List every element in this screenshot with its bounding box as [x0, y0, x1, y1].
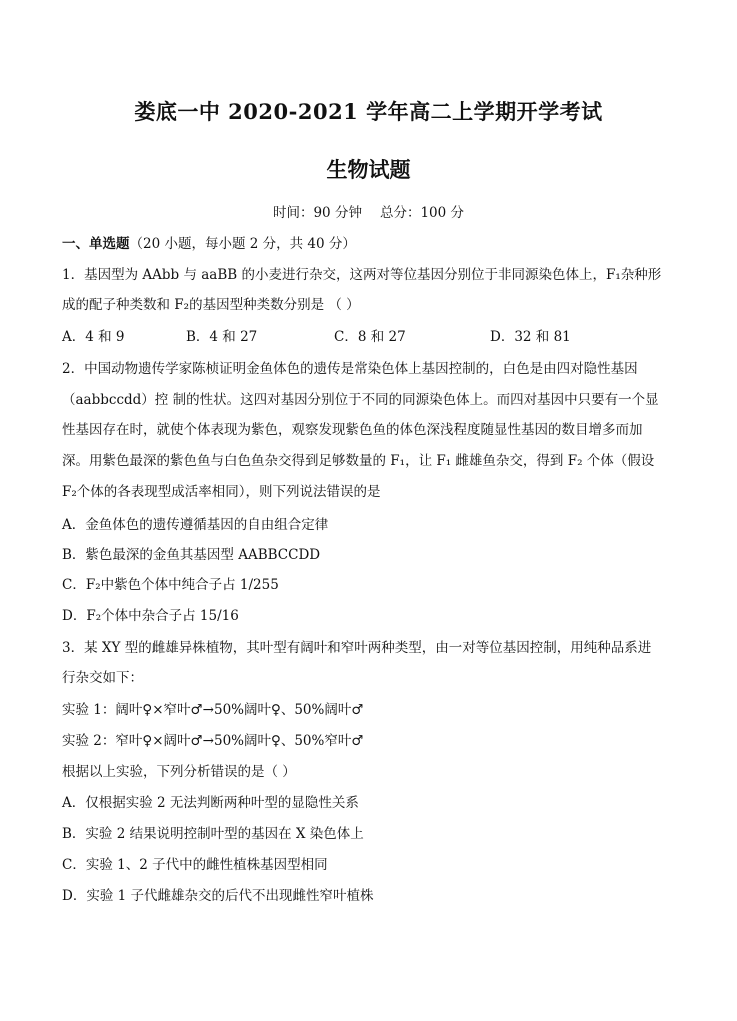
q1-option-b: B．4 和 27: [186, 329, 258, 345]
q2-option-a: A．金鱼体色的遗传遵循基因的自由组合定律: [62, 517, 329, 533]
q2-stem-line: F₂个体的各表现型成活率相同），则下列说法错误的是: [62, 484, 381, 500]
q2-option-b: B．紫色最深的金鱼其基因型 AABBCCDD: [62, 547, 321, 563]
section-title: 一、单选题: [62, 236, 130, 252]
q3-option-b: B．实验 2 结果说明控制叶型的基因在 X 染色体上: [62, 826, 364, 842]
section-heading: [62, 232, 356, 252]
exam-time-score: [0, 201, 737, 221]
q2-stem-line: （aabbccdd）控 制的性状。这四对基因分别位于不同的同源染色体上。而四对基因中只要有一个显: [62, 392, 659, 408]
section-note: （20 小题，每小题 2 分，共 40 分）: [129, 236, 356, 252]
q1-stem-line-1: 1．基因型为 AAbb 与 aaBB 的小麦进行杂交，这两对等位基因分别位于非同源染色体上，F₁杂种形: [62, 267, 662, 283]
q3-option-c: C．实验 1、2 子代中的雌性植株基因型相同: [62, 857, 328, 873]
q3-option-a: A．仅根据实验 2 无法判断两种叶型的显隐性关系: [62, 795, 359, 811]
exam-time: 时间：90 分钟: [272, 205, 362, 221]
q1-option-c: C．8 和 27: [334, 329, 406, 345]
q2-option-d: D．F₂个体中杂合子占 15/16: [62, 608, 239, 624]
q2-stem-line: 深。用紫色最深的紫色鱼与白色鱼杂交得到足够数量的 F₁，让 F₁ 雌雄鱼杂交，得到 F₂ 个体（假设: [62, 453, 655, 469]
q3-option-d: D．实验 1 子代雌雄杂交的后代不出现雌性窄叶植株: [62, 888, 374, 904]
q3-experiment-1: 实验 1：阔叶♀×窄叶♂→50%阔叶♀、50%阔叶♂: [62, 702, 364, 718]
q2-stem-line: 性基因存在时，就使个体表现为紫色，观察发现紫色鱼的体色深浅程度随显性基因的数目增多而加: [62, 422, 643, 438]
q2-stem-line: 2．中国动物遗传学家陈桢证明金鱼体色的遗传是常染色体上基因控制的，白色是由四对隐性基因: [62, 361, 638, 377]
q1-option-a: A．4 和 9: [62, 329, 125, 345]
q3-experiment-2: 实验 2：窄叶♀×阔叶♂→50%阔叶♀、50%窄叶♂: [62, 733, 364, 749]
exam-subtitle: 生物试题: [326, 157, 411, 182]
exam-title: 娄底一中 2020-2021 学年高二上学期开学考试: [134, 99, 603, 124]
exam-total-score: 总分：100 分: [379, 205, 465, 221]
q1-option-d: D．32 和 81: [490, 329, 571, 345]
q3-stem-line: 3．某 XY 型的雌雄异株植物，其叶型有阔叶和窄叶两种类型，由一对等位基因控制，用纯种品系进: [62, 640, 652, 656]
q1-stem-line-2: 成的配子种类数和 F₂的基因型种类数分别是 （ ）: [62, 297, 360, 313]
q2-option-c: C．F₂中紫色个体中纯合子占 1/255: [62, 577, 279, 593]
q3-question: 根据以上实验，下列分析错误的是（ ）: [62, 764, 296, 780]
q3-stem-line: 行杂交如下：: [62, 670, 143, 686]
